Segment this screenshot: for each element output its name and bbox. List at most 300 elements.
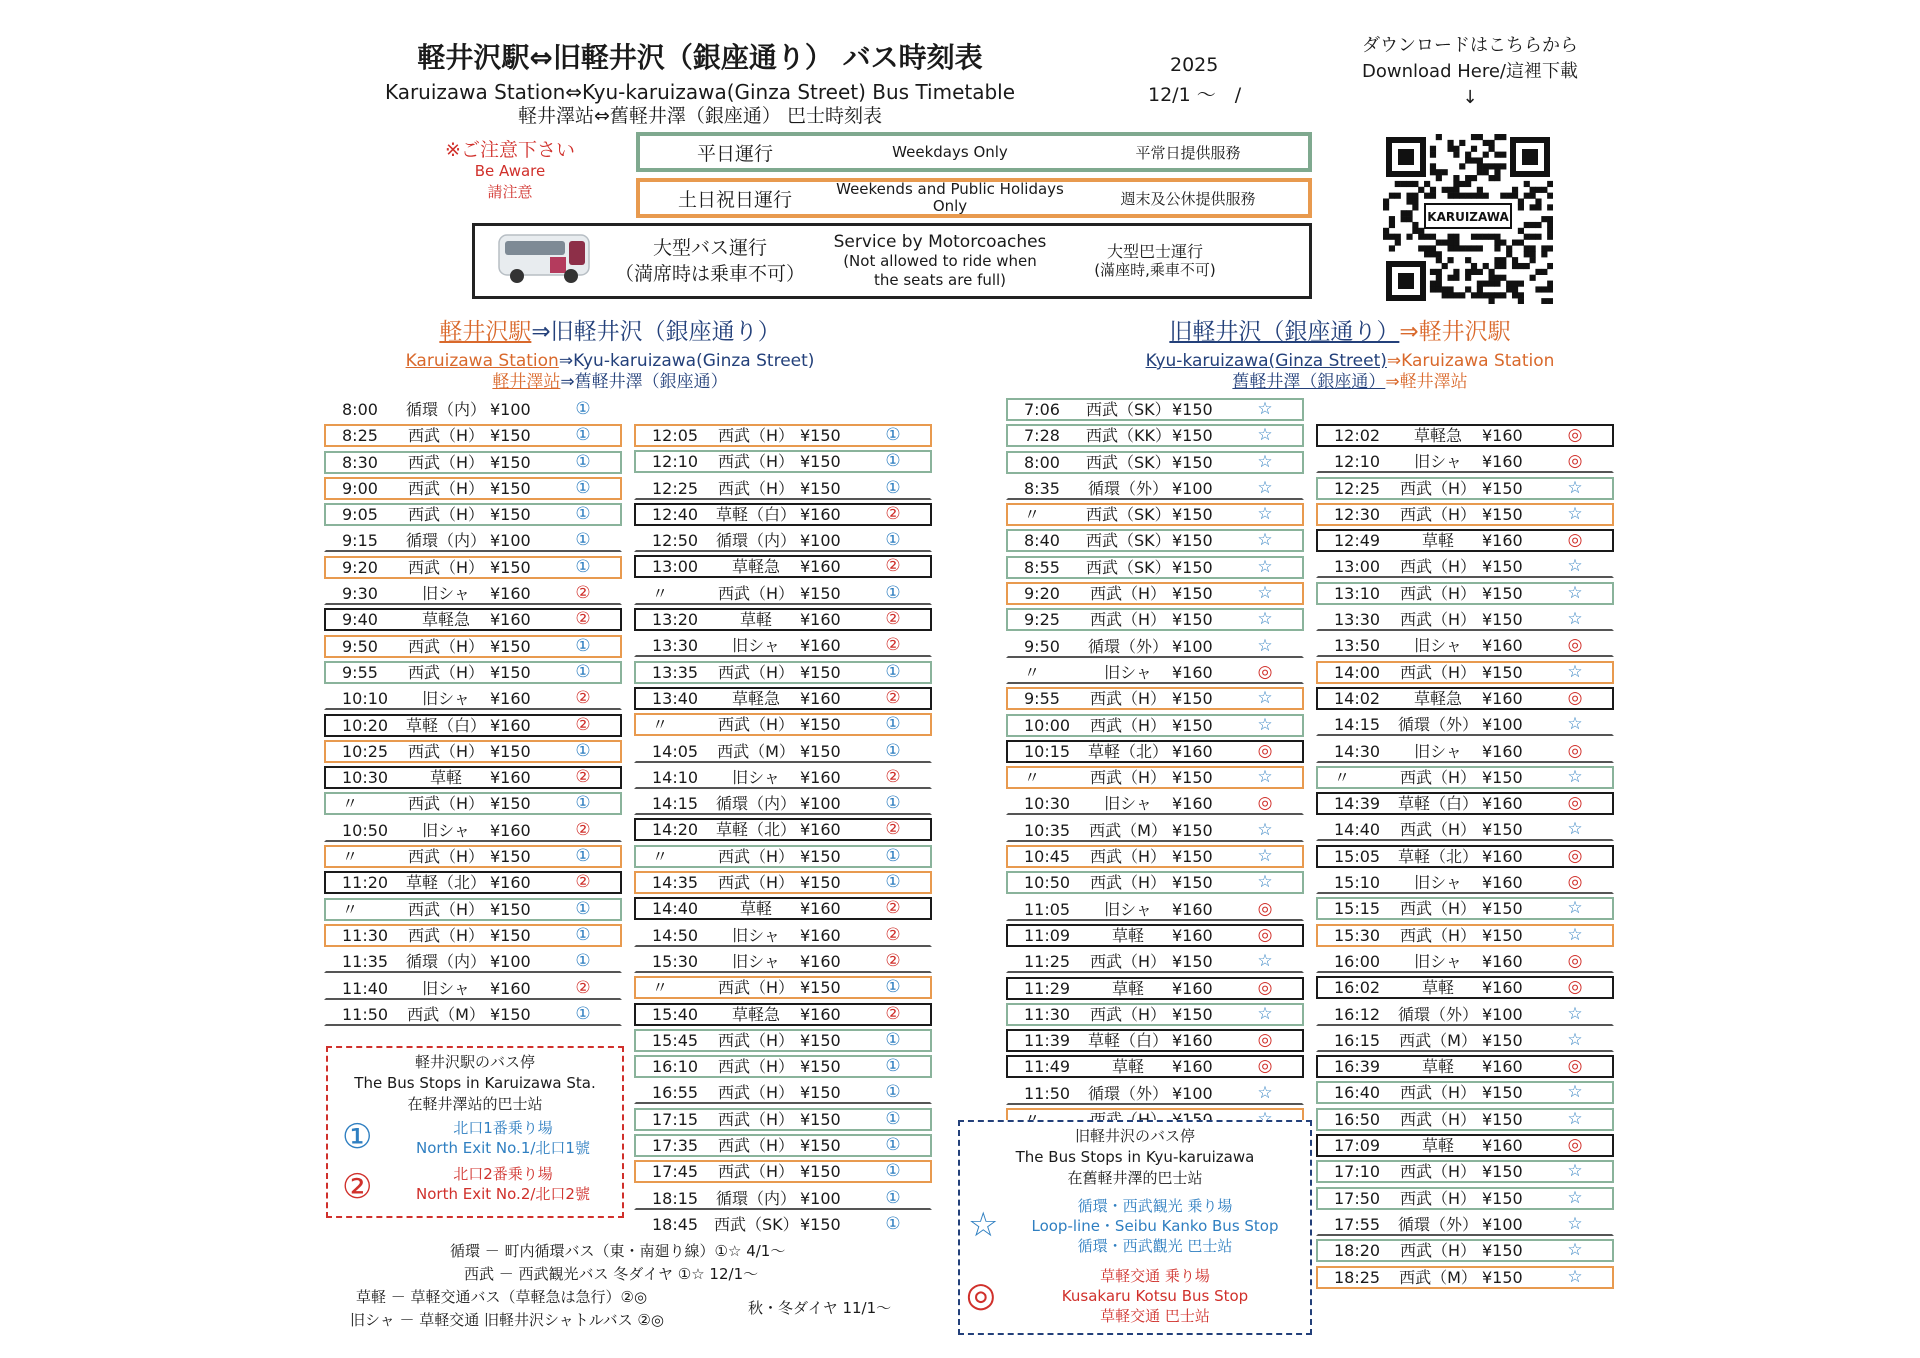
departure-time: 8:40 xyxy=(1024,531,1060,551)
north-exit-2-icon: ② xyxy=(342,1167,373,1207)
download-ja: ダウンロードはこちらから xyxy=(1362,35,1578,56)
fare: ¥150 xyxy=(1482,899,1523,919)
departure-time: 10:50 xyxy=(342,820,389,840)
stops-right-heading-ja: 旧軽井沢のバス停 xyxy=(1074,1127,1195,1145)
departure-time: 〃 xyxy=(652,978,669,998)
departure-time: 12:40 xyxy=(652,504,699,524)
boarding-stop-icon: ② xyxy=(885,687,901,708)
route-name: 西武（M） xyxy=(1089,820,1167,840)
timetable-row xyxy=(1006,819,1304,842)
departure-time: 10:25 xyxy=(342,741,389,761)
be-aware-zh: 請注意 xyxy=(487,183,533,201)
departure-time: 14:35 xyxy=(652,873,699,893)
download-prompt xyxy=(1330,33,1610,111)
boarding-stop-icon: ☆ xyxy=(1567,1161,1583,1182)
timetable-row xyxy=(1316,897,1614,920)
route-name: 西武（H） xyxy=(407,452,485,472)
fare: ¥150 xyxy=(1172,873,1213,893)
route-name: 草軽 xyxy=(1421,978,1454,998)
boarding-stop-icon: ◎ xyxy=(1567,950,1583,971)
departure-time: 〃 xyxy=(342,847,359,867)
fare: ¥150 xyxy=(800,1136,841,1156)
timetable-column-outbound-morning xyxy=(324,398,622,1029)
kusakaru-stop: 草軽交通 乗り場 Kusakaru Kotsu Bus Stop 草軽交通 巴士站 xyxy=(1061,1267,1249,1325)
qr-label: KARUIZAWA xyxy=(1427,210,1509,224)
boarding-stop-icon: ② xyxy=(575,609,591,630)
legend-coach-zh: 大型巴士運行 (滿座時,乘車不可) xyxy=(1094,242,1216,279)
route-name: 旧シャ xyxy=(1104,662,1152,682)
route-name: 草軽急 xyxy=(731,557,780,577)
departure-time: 12:30 xyxy=(1334,504,1381,524)
legend-weekday-en: Weekdays Only xyxy=(892,142,1008,161)
timetable-row xyxy=(634,1081,932,1104)
boarding-stop-icon: ① xyxy=(885,872,901,893)
timetable-row xyxy=(634,1160,932,1183)
departure-time: 〃 xyxy=(1024,662,1041,682)
route-name: 循環（内） xyxy=(715,531,796,551)
route-name: 西武（H） xyxy=(717,846,795,866)
departure-time: 12:49 xyxy=(1334,531,1381,551)
timetable-row xyxy=(1316,792,1614,815)
boarding-stop-icon: ② xyxy=(575,688,591,709)
boarding-stop-icon: ☆ xyxy=(1567,1003,1583,1024)
timetable-row xyxy=(1316,1134,1614,1157)
route-name: 草軽 xyxy=(1111,1057,1144,1077)
boarding-stop-icon: ☆ xyxy=(1257,530,1273,551)
route-name: 西武（H） xyxy=(717,662,795,682)
timetable-row xyxy=(634,634,932,657)
boarding-stop-icon: ② xyxy=(575,819,591,840)
departure-time: 17:09 xyxy=(1334,1136,1381,1156)
fare: ¥100 xyxy=(1482,715,1523,735)
route-name: 西武（H） xyxy=(1399,899,1477,919)
boarding-stop-icon: ◎ xyxy=(1567,793,1583,814)
timetable-row xyxy=(324,977,622,1000)
departure-time: 〃 xyxy=(1024,768,1041,788)
timetable-row xyxy=(1006,556,1304,579)
boarding-stop-icon: ① xyxy=(885,793,901,814)
route-name: 草軽（白） xyxy=(405,715,486,735)
route-name: 西武（H） xyxy=(717,1057,795,1077)
fare: ¥160 xyxy=(490,820,531,840)
boarding-stop-icon: ☆ xyxy=(1257,819,1273,840)
timetable-row xyxy=(634,582,932,605)
route-name: 西武（M） xyxy=(1399,1267,1477,1287)
legend-holiday xyxy=(636,178,1312,218)
timetable-row xyxy=(634,608,932,631)
fare: ¥160 xyxy=(1482,531,1523,551)
fare: ¥160 xyxy=(1482,873,1523,893)
route-name: 西武（H） xyxy=(407,478,485,498)
timetable-row xyxy=(1316,1239,1614,1262)
departure-time: 11:29 xyxy=(1024,978,1071,998)
direction-heading-inbound: 旧軽井沢（銀座通り）⇒軽井沢駅 xyxy=(1169,319,1511,345)
boarding-stop-icon: ① xyxy=(575,425,591,446)
fare: ¥150 xyxy=(1482,820,1523,840)
timetable-row xyxy=(1006,477,1304,500)
fare: ¥150 xyxy=(490,899,531,919)
boarding-stop-icon: ☆ xyxy=(1257,504,1273,525)
route-name: 循環（内） xyxy=(405,400,486,419)
route-name: 草軽急 xyxy=(421,610,470,630)
timetable-row xyxy=(634,897,932,920)
fare: ¥150 xyxy=(1482,1267,1523,1287)
boarding-stop-icon: ☆ xyxy=(1257,1082,1273,1103)
boarding-stop-icon: ☆ xyxy=(1257,583,1273,604)
departure-time: 11:49 xyxy=(1024,1057,1071,1077)
timetable-row xyxy=(634,661,932,684)
route-name: 西武（H） xyxy=(407,505,485,525)
fare: ¥150 xyxy=(1482,662,1523,682)
fare: ¥160 xyxy=(1482,978,1523,998)
route-name: 西武（H） xyxy=(1399,1188,1477,1208)
stops-left-heading-ja: 軽井沢駅のバス停 xyxy=(414,1053,535,1071)
timetable-row xyxy=(634,871,932,894)
boarding-stop-icon: ◎ xyxy=(1567,635,1583,656)
fare: ¥160 xyxy=(800,951,841,971)
fare: ¥160 xyxy=(800,820,841,840)
route-name: 西武（SK） xyxy=(1086,400,1171,419)
timetable-row xyxy=(1316,1266,1614,1289)
fare: ¥160 xyxy=(1172,1057,1213,1077)
boarding-stop-icon: ☆ xyxy=(1257,556,1273,577)
fare: ¥150 xyxy=(800,1162,841,1182)
boarding-stop-icon: ◎ xyxy=(1567,1056,1583,1077)
legend-coach-ja: 大型バス運行 （満席時は乗車不可） xyxy=(614,237,805,285)
route-name: 西武（H） xyxy=(717,583,795,603)
departure-time: 〃 xyxy=(652,715,669,735)
fare: ¥150 xyxy=(1172,768,1213,788)
timetable-row xyxy=(1316,1081,1614,1104)
note-seibu: 西武 － 西武観光バス 冬ダイヤ ①☆ 12/1～ xyxy=(464,1265,759,1283)
departure-time: 12:10 xyxy=(652,452,699,472)
departure-time: 11:25 xyxy=(1024,952,1071,972)
timetable-row xyxy=(324,924,622,947)
fare: ¥150 xyxy=(1172,952,1213,972)
boarding-stop-icon: ☆ xyxy=(1567,661,1583,682)
departure-time: 〃 xyxy=(342,794,359,814)
timetable-row xyxy=(1006,529,1304,552)
timetable-row xyxy=(1006,582,1304,605)
fare: ¥100 xyxy=(800,531,841,551)
fare: ¥160 xyxy=(800,925,841,945)
timetable-row xyxy=(1316,818,1614,841)
route-name: 西武（H） xyxy=(407,426,485,446)
departure-time: 12:02 xyxy=(1334,426,1381,445)
timetable-row xyxy=(1316,740,1614,763)
departure-time: 13:30 xyxy=(652,636,699,656)
route-name: 草軽（北） xyxy=(1087,741,1168,761)
boarding-stop-icon: ☆ xyxy=(1257,477,1273,498)
timetable-row xyxy=(1316,1029,1614,1052)
fare: ¥160 xyxy=(1482,1136,1523,1156)
direction-sub-outbound: Karuizawa Station⇒Kyu-karuizawa(Ginza Street) 軽井澤站⇒舊軽井澤（銀座通） xyxy=(405,351,815,392)
timetable-row xyxy=(634,1055,932,1078)
be-aware-ja: ※ご注意下さい xyxy=(445,139,575,161)
timetable-row xyxy=(1006,740,1304,763)
boarding-stop-icon: ☆ xyxy=(1567,1213,1583,1234)
fare: ¥150 xyxy=(1482,1162,1523,1182)
route-name: 西武（H） xyxy=(717,1136,795,1156)
route-name: 旧シャ xyxy=(732,767,780,787)
timetable-row xyxy=(324,740,622,763)
direction-sub-inbound: Kyu-karuizawa(Ginza Street)⇒Karuizawa Station 舊軽井澤（銀座通）⇒軽井澤站 xyxy=(1145,351,1555,392)
loop-seibu-stop: 循環・西武観光 乗り場 Loop-line・Seibu Kanko Bus Stop 循環・西武觀光 巴士站 xyxy=(1031,1197,1279,1255)
fare: ¥150 xyxy=(1482,478,1523,498)
be-aware-note xyxy=(430,140,590,203)
departure-time: 17:50 xyxy=(1334,1188,1381,1208)
fare: ¥150 xyxy=(1482,610,1523,630)
departure-time: 16:39 xyxy=(1334,1057,1381,1077)
boarding-stop-icon: ① xyxy=(575,846,591,867)
route-name: 循環（外） xyxy=(1397,715,1478,735)
timetable-row xyxy=(1006,661,1304,684)
boarding-stop-icon: ☆ xyxy=(1257,951,1273,972)
boarding-stop-icon: ◎ xyxy=(1257,1056,1273,1077)
departure-time: 8:30 xyxy=(342,452,378,472)
fare: ¥150 xyxy=(1172,820,1213,840)
timetable-row xyxy=(1006,950,1304,973)
boarding-stop-icon: ☆ xyxy=(1257,767,1273,788)
route-name: 草軽（白） xyxy=(1087,1031,1168,1051)
boarding-stop-icon: ① xyxy=(575,556,591,577)
departure-time: 18:25 xyxy=(1334,1267,1381,1287)
route-name: 草軽 xyxy=(429,768,462,788)
qr-code[interactable] xyxy=(1383,134,1553,304)
timetable-row xyxy=(324,714,622,737)
departure-time: 14:00 xyxy=(1334,662,1381,682)
route-name: 循環（内） xyxy=(405,952,486,972)
boarding-stop-icon: ◎ xyxy=(1257,924,1273,945)
departure-time: 10:50 xyxy=(1024,873,1071,893)
route-name: 旧シャ xyxy=(732,951,780,971)
departure-time: 11:09 xyxy=(1024,925,1071,945)
boarding-stop-icon: ☆ xyxy=(1567,898,1583,919)
route-name: 草軽（北） xyxy=(1397,846,1478,866)
boarding-stop-icon: ◎ xyxy=(1257,740,1273,761)
route-name: 西武（H） xyxy=(407,925,485,945)
legend-holiday-ja: 土日祝日運行 xyxy=(677,188,792,211)
legend-coach-en: Service by Motorcoaches (Not allowed to ride when the seats are full) xyxy=(833,231,1047,289)
route-name: 旧シャ xyxy=(1104,899,1152,919)
boarding-stop-icon: ☆ xyxy=(1257,451,1273,472)
timetable-row xyxy=(1316,661,1614,684)
boarding-stop-icon: ① xyxy=(885,845,901,866)
legend-weekday-zh: 平常日提供服務 xyxy=(1135,143,1241,162)
timetable-row xyxy=(1316,976,1614,999)
fare: ¥150 xyxy=(1172,715,1213,735)
fare: ¥150 xyxy=(1172,505,1213,525)
legend-holiday-en: Weekends and Public Holidays Only xyxy=(836,180,1064,215)
bus-icon xyxy=(495,229,595,293)
route-name: 旧シャ xyxy=(732,636,780,656)
fare: ¥100 xyxy=(490,531,531,551)
boarding-stop-icon: ☆ xyxy=(1257,1003,1273,1024)
departure-time: 13:50 xyxy=(1334,636,1381,656)
route-name: 西武（M） xyxy=(717,741,795,761)
bus-stops-kyu-karuizawa xyxy=(958,1120,1312,1335)
route-name: 西武（H） xyxy=(1399,820,1477,840)
route-name: 西武（SK） xyxy=(1086,452,1171,472)
timetable-row xyxy=(324,1003,622,1026)
down-arrow-icon: ↓ xyxy=(1462,87,1478,108)
title-chinese: 軽井澤站⇔舊軽井澤（銀座通） 巴士時刻表 xyxy=(518,105,882,127)
route-name: 西武（H） xyxy=(717,978,795,998)
fare: ¥150 xyxy=(800,452,841,472)
legend-weekday-ja: 平日運行 xyxy=(696,142,773,165)
boarding-stop-icon: ◎ xyxy=(1567,425,1583,445)
departure-time: 17:35 xyxy=(652,1136,699,1156)
boarding-stop-icon: ◎ xyxy=(1257,661,1273,682)
route-name: 西武（H） xyxy=(717,452,795,472)
boarding-stop-icon: ① xyxy=(885,1187,901,1208)
route-name: 循環（外） xyxy=(1087,636,1168,656)
timetable-row xyxy=(324,819,622,842)
fare: ¥160 xyxy=(490,584,531,604)
boarding-stop-icon: ◎ xyxy=(1257,793,1273,814)
timetable-column-inbound-afternoon xyxy=(1316,424,1614,1292)
departure-time: 14:40 xyxy=(652,899,699,919)
boarding-stop-icon: ☆ xyxy=(1567,1029,1583,1050)
timetable-column-outbound-afternoon xyxy=(634,424,932,1239)
departure-time: 12:05 xyxy=(652,426,699,445)
timetable-row xyxy=(1006,1029,1304,1052)
route-name: 西武（H） xyxy=(1399,1162,1477,1182)
departure-time: 14:30 xyxy=(1334,741,1381,761)
route-name: 西武（H） xyxy=(717,873,795,893)
timetable-row xyxy=(324,635,622,658)
route-name: 西武（H） xyxy=(1399,767,1477,787)
route-name: 草軽 xyxy=(739,610,772,630)
timetable-row xyxy=(1006,977,1304,1000)
route-name: 草軽（白） xyxy=(1397,794,1478,814)
note-kusakaru: 草軽 － 草軽交通バス（草軽急は急行）②◎ xyxy=(356,1288,648,1306)
departure-time: 11:30 xyxy=(342,925,389,945)
boarding-stop-icon: ① xyxy=(575,740,591,761)
fare: ¥150 xyxy=(800,662,841,682)
legend-motorcoach xyxy=(472,223,1312,299)
boarding-stop-icon: ◎ xyxy=(1567,451,1583,472)
route-name: 西武（SK） xyxy=(1086,531,1171,551)
route-name: 旧シャ xyxy=(1414,741,1462,761)
departure-time: 14:05 xyxy=(652,741,699,761)
direction-heading-outbound: 軽井沢駅⇒旧軽井沢（銀座通り） xyxy=(439,319,781,345)
departure-time: 16:00 xyxy=(1334,951,1381,971)
timetable-row xyxy=(634,924,932,947)
note-season: 秋・冬ダイヤ 11/1～ xyxy=(748,1299,892,1317)
route-name: 循環（外） xyxy=(1397,1004,1478,1024)
fare: ¥150 xyxy=(800,1057,841,1077)
boarding-stop-icon: ② xyxy=(885,898,901,919)
route-name: 草軽 xyxy=(1111,925,1144,945)
boarding-stop-icon: ① xyxy=(885,661,901,682)
boarding-stop-icon: ◎ xyxy=(1257,977,1273,998)
route-name: 循環（外） xyxy=(1087,1083,1168,1103)
boarding-stop-icon: ② xyxy=(885,503,901,524)
north-exit-1-icon: ① xyxy=(342,1117,373,1157)
fare: ¥150 xyxy=(1482,767,1523,787)
boarding-stop-icon: ① xyxy=(885,530,901,551)
boarding-stop-icon: ② xyxy=(575,583,591,604)
departure-time: 8:55 xyxy=(1024,557,1060,577)
route-name: 西武（H） xyxy=(407,557,485,577)
fare: ¥100 xyxy=(1482,1214,1523,1234)
departure-time: 14:20 xyxy=(652,820,699,840)
fare: ¥150 xyxy=(800,846,841,866)
timetable-row xyxy=(324,661,622,684)
title-japanese: 軽井沢駅⇔旧軽井沢（銀座通り） バス時刻表 xyxy=(417,41,983,74)
timetable-row xyxy=(324,556,622,579)
departure-time: 11:20 xyxy=(342,873,389,893)
route-name: 西武（H） xyxy=(717,1162,795,1182)
departure-time: 11:40 xyxy=(342,978,389,998)
route-name: 旧シャ xyxy=(422,584,470,604)
departure-time: 8:35 xyxy=(1024,478,1060,498)
star-icon: ☆ xyxy=(968,1205,999,1245)
departure-time: 14:10 xyxy=(652,767,699,787)
boarding-stop-icon: ☆ xyxy=(1567,1187,1583,1208)
stops-left-heading-en: The Bus Stops in Karuizawa Sta. xyxy=(354,1074,596,1092)
fare: ¥150 xyxy=(1482,925,1523,945)
boarding-stop-icon: ① xyxy=(575,530,591,551)
boarding-stop-icon: ☆ xyxy=(1567,1082,1583,1103)
boarding-stop-icon: ◎ xyxy=(1257,898,1273,919)
fare: ¥150 xyxy=(800,583,841,603)
fare: ¥150 xyxy=(800,478,841,498)
departure-time: 14:40 xyxy=(1334,820,1381,840)
fare: ¥160 xyxy=(1482,951,1523,971)
fare: ¥160 xyxy=(800,557,841,577)
departure-time: 15:40 xyxy=(652,1004,699,1024)
timetable-row xyxy=(634,740,932,763)
boarding-stop-icon: ☆ xyxy=(1257,714,1273,735)
timetable-row xyxy=(634,1134,932,1157)
departure-time: 10:15 xyxy=(1024,741,1071,761)
route-name: 旧シャ xyxy=(1414,636,1462,656)
boarding-stop-icon: ☆ xyxy=(1567,556,1583,577)
timetable-row xyxy=(1006,898,1304,921)
departure-time: 10:30 xyxy=(342,768,389,788)
route-name: 西武（H） xyxy=(407,741,485,761)
boarding-stop-icon: ☆ xyxy=(1257,688,1273,709)
timetable-row xyxy=(324,687,622,710)
boarding-stop-icon: ◎ xyxy=(1567,977,1583,998)
timetable-row xyxy=(1006,398,1304,421)
route-name: 西武（H） xyxy=(1399,1241,1477,1261)
be-aware-en: Be Aware xyxy=(474,162,546,180)
route-name: 旧シャ xyxy=(1104,794,1152,814)
fare: ¥150 xyxy=(490,662,531,682)
route-name: 草軽 xyxy=(1421,1136,1454,1156)
fare: ¥150 xyxy=(1172,531,1213,551)
boarding-stop-icon: ① xyxy=(575,793,591,814)
fare: ¥150 xyxy=(800,1109,841,1129)
title-english: Karuizawa Station⇔Kyu-karuizawa(Ginza Street) Bus Timetable xyxy=(384,80,1016,104)
route-name: 草軽 xyxy=(1111,978,1144,998)
timetable-row xyxy=(324,529,622,552)
departure-time: 12:10 xyxy=(1334,452,1381,472)
fare: ¥160 xyxy=(1172,899,1213,919)
timetable-column-inbound-morning xyxy=(1006,398,1304,1134)
fare: ¥160 xyxy=(800,636,841,656)
route-name: 西武（H） xyxy=(1399,1083,1477,1103)
departure-time: 14:02 xyxy=(1334,688,1381,708)
boarding-stop-icon: ① xyxy=(575,1003,591,1024)
timetable-row xyxy=(1316,450,1614,473)
route-name: 西武（H） xyxy=(1399,925,1477,945)
fare: ¥160 xyxy=(490,873,531,893)
boarding-stop-icon: ① xyxy=(885,1161,901,1182)
